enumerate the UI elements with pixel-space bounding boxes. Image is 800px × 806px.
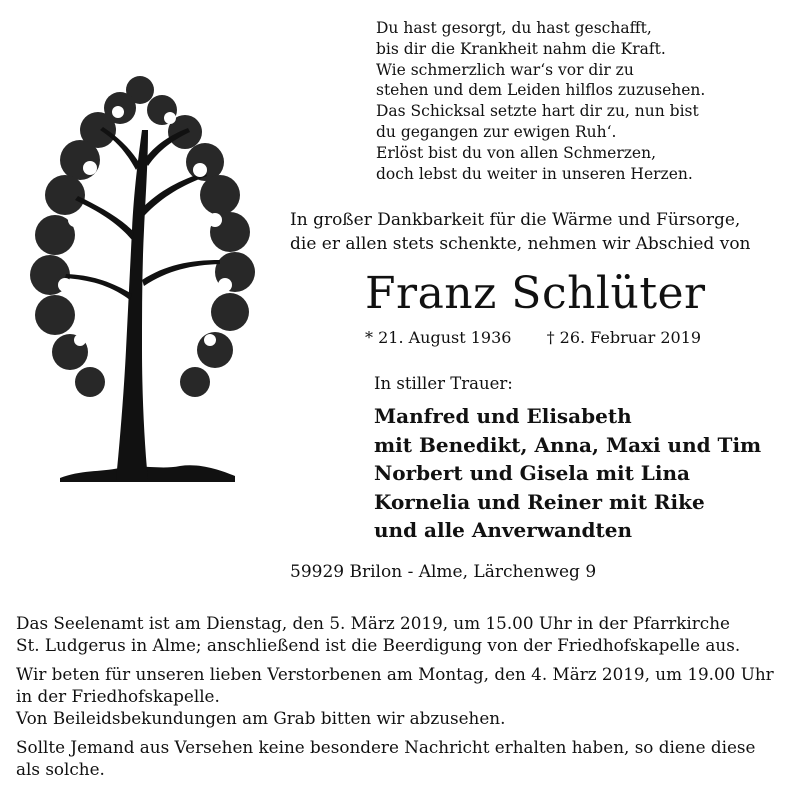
family-address: 59929 Brilon - Alme, Lärchenweg 9	[290, 562, 597, 582]
poem-line: doch lebst du weiter in unseren Herzen.	[376, 164, 693, 183]
notice-paragraph	[16, 736, 788, 780]
poem-line: Du hast gesorgt, du hast geschafft,	[376, 19, 652, 37]
deceased-name: Franz Schlüter	[365, 268, 706, 319]
notice-line: als solche.	[16, 759, 105, 779]
mourner-line: Norbert und Gisela mit Lina	[374, 461, 690, 486]
mourner-line: Manfred und Elisabeth	[374, 404, 632, 428]
notice-line: Wir beten für unseren lieben Verstorbenen am Montag, den 4. März 2019, um 19.00 Uhr	[16, 664, 774, 684]
intro-line: die er allen stets schenkte, nehmen wir Abschied von	[290, 234, 751, 254]
notice-paragraph	[16, 663, 788, 729]
death-date: † 26. Februar 2019	[546, 328, 702, 347]
farewell-intro	[290, 208, 790, 256]
poem-line: Wie schmerzlich war‘s vor dir zu	[376, 60, 634, 79]
notice-line: Von Beileidsbekundungen am Grab bitten wir abzusehen.	[16, 708, 506, 728]
poem-line: du gegangen zur ewigen Ruh‘.	[376, 122, 617, 141]
memorial-poem	[376, 18, 786, 184]
poem-line: bis dir die Krankheit nahm die Kraft.	[376, 39, 666, 58]
life-dates	[365, 328, 765, 347]
notice-line: Sollte Jemand aus Versehen keine besondere Nachricht erhalten haben, so diene diese	[16, 737, 756, 757]
service-notices	[16, 612, 788, 787]
poem-line: Das Schicksal setzte hart dir zu, nun bist	[376, 102, 699, 121]
birth-date: * 21. August 1936	[365, 328, 512, 347]
intro-line: In großer Dankbarkeit für die Wärme und Fürsorge,	[290, 210, 741, 230]
mourner-line: mit Benedikt, Anna, Maxi und Tim	[374, 432, 762, 457]
notice-line: in der Friedhofskapelle.	[16, 686, 220, 706]
poem-line: stehen und dem Leiden hilflos zuzusehen.	[376, 81, 706, 100]
mourner-line: und alle Anverwandten	[374, 518, 633, 543]
mourners-list	[374, 402, 761, 545]
notice-paragraph	[16, 612, 788, 656]
birch-tree-icon	[20, 60, 265, 492]
notice-line: St. Ludgerus in Alme; anschließend ist die Beerdigung von der Friedhofskapelle aus.	[16, 635, 741, 655]
notice-line: Das Seelenamt ist am Dienstag, den 5. März 2019, um 15.00 Uhr in der Pfarrkirche	[16, 613, 730, 633]
mourning-label: In stiller Trauer:	[374, 374, 513, 393]
mourner-line: Kornelia und Reiner mit Rike	[374, 489, 705, 514]
poem-line: Erlöst bist du von allen Schmerzen,	[376, 143, 656, 162]
